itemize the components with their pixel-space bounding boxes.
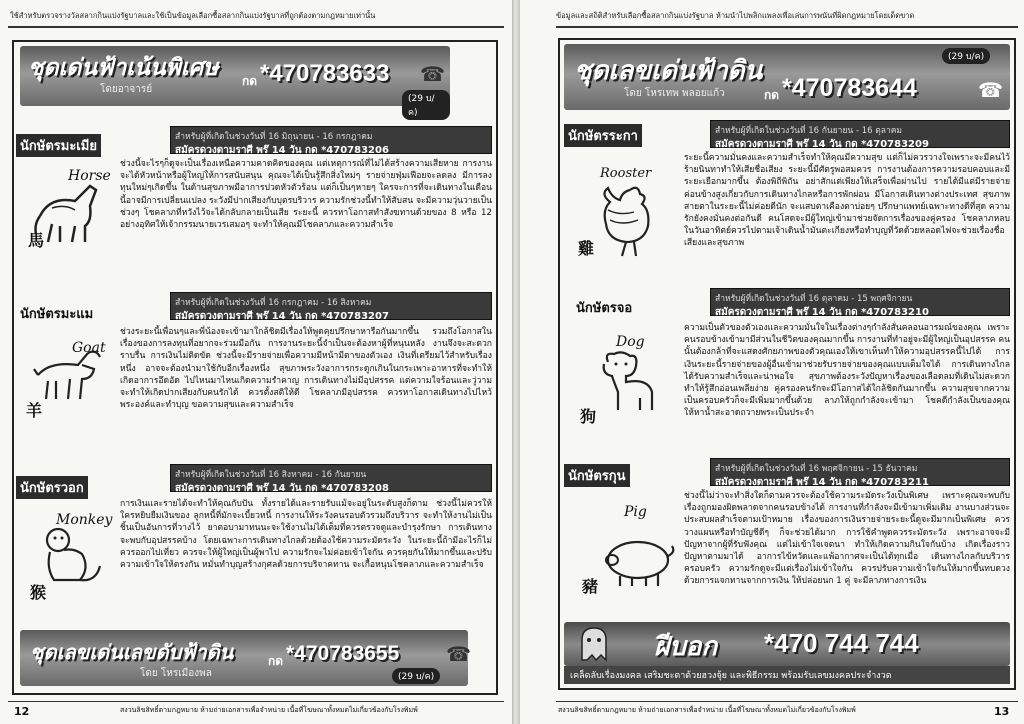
footer-rule xyxy=(556,701,1018,702)
info-subscribe: สมัครดวงตามราศี พร๊ 14 วัน กด *470783211 xyxy=(715,477,929,488)
info-date-range: สำหรับผู้ที่เกิดในช่วงวันที่ 16 ตุลาคม - 15 พฤศจิกายน xyxy=(715,294,913,304)
zodiac-kanji: 雞 xyxy=(578,239,595,258)
banner-gor-label: กด xyxy=(764,88,780,102)
banner-price: (29 บ/ค) xyxy=(402,90,450,120)
page-number: 13 xyxy=(994,705,1010,718)
info-date-range: สำหรับผู้ที่เกิดในช่วงวันที่ 16 กรกฎาคม - 16 สิงหาคม xyxy=(175,298,372,308)
top-banner xyxy=(20,46,450,118)
info-subscribe: สมัครดวงตามราศี พร๊ 14 วัน กด *470783209 xyxy=(715,139,929,150)
section-body-text: ความเป็นตัวของตัวเองและความมั่นใจในเรื่องต่างๆกำลังสั่นคลอนอารมณ์ของคุณ เพราะคนรอบข้างเข้ามามีส่วนในชีวิตของคุณมากขึ้น การงานที่ทำอยู่จะมีผู้ใหญ่เป็นอุปสรรค คนนั้นต้องกล้าที่จะแสดงศักยภาพของตัวคุณเองให้เขาเห็นทำให้ความอุปสรรคนี้ไปได้ การเงินระยะนี้รายจ่ายของผู้อื่นเข้ามาช่วยรับรายจ่ายของคุณแบบเต็มใจได้ การเดินทางไกลได้รับความสำเร็จและน่าพอใจ สุขภาพต้องระวังปัญหาเรื่องของเลือดลมที่เดินไม่สะดวกทำให้รู้สึกอ่อนเพลียง่าย คู่ครองคนรักจะมีโอกาสได้ใกล้ชิดกันมากขึ้น ความสุขจากความเป็นครอบครัวก็จะมีเพิ่มมากขึ้นด้วย ลาภให้ถูกกำลังจะเข้ามา โชคดีกำลังเป็นของคุณให้หาน้ำสะอาดถวายพระเป็นประจำ xyxy=(684,323,1010,419)
bottom-banner xyxy=(564,622,1010,666)
zodiac-kanji: 狗 xyxy=(580,407,597,426)
animal-caption: Horse xyxy=(68,168,111,184)
page-number: 12 xyxy=(14,705,30,718)
header-rule xyxy=(556,26,1018,28)
info-subscribe: สมัครดวงตามราศี พร๊ 14 วัน กด *470783206 xyxy=(175,145,389,156)
phone-icon: ☎ xyxy=(420,62,445,86)
info-subscribe: สมัครดวงตามราศี พร๊ 14 วัน กด *470783210 xyxy=(715,307,929,318)
page-gutter xyxy=(512,0,520,724)
banner-number: *470783655 xyxy=(286,642,400,665)
zodiac-label-horse: นักษัตรมะเมีย xyxy=(16,134,101,157)
header-rule xyxy=(8,26,504,28)
banner-title: ชุดเด่นฟ้าเน้นพิเศษ xyxy=(28,54,219,81)
zodiac-kanji: 豬 xyxy=(582,577,599,596)
bottom-banner-tagline: เคล็ดลับเรื่องมงคล เสริมชะตาด้วยฮวงจุ้ย และพิธีกรรม พร้อมรับเลขมงคลประจำงวด xyxy=(564,666,1010,684)
info-date-range: สำหรับผู้ที่เกิดในช่วงวันที่ 16 กันยายน - 16 ตุลาคม xyxy=(715,126,903,136)
info-box-dog xyxy=(710,288,1010,316)
bottom-banner xyxy=(20,630,468,686)
ghost-icon xyxy=(574,626,614,666)
zodiac-kanji: 馬 xyxy=(28,231,45,250)
info-subscribe: สมัครดวงตามราศี พร๊ 14 วัน กด *470783207 xyxy=(175,311,389,322)
zodiac-label-pig: นักษัตรกุน xyxy=(564,464,630,487)
section-body-text: ช่วงระยะนี้เพื่อนๆและพี่น้องจะเข้ามาใกล้ชิดมีเรื่องให้พูดคุยปรึกษาหารือกันมากขึ้น รวมถึงโอกาสในเรื่องของการลงทุนที่อยากจะร่วมมือกัน การงานระยะนี้จำเป็นจะต้องหาผู้ที่หนุนหลัง งานจึงจะสะดวกราบรื่น การเงินไม่ติดขัด ช่วงนี้จะมีรายจ่ายเพื่อความมีหน้ามีตาของตัวเอง เงินที่เตรียมไว้สำหรับเรื่องหนึ่ง อาจจะต้องนำมาใช้กับอีกเรื่องหนึ่ง สุขภาพระวังอาการกระดูกเกินในกระเพาะอาหารที่จะทำให้เกิดอาการอึดอัด ไปไหนมาไหนเกิดความรำคาญ การเดินทางไม่มีอุปสรรค แต่ความใจร้อนและวู่วามจะทำให้เกิดปากเสียงกับคนรักได้ ควรตั้งสติให้ดี โชคลาภมีอุปสรรค ควรหาโอกาสเดินทางไปไหว้พระองค์และทำบุญ ขอความสุขและความสำเร็จ xyxy=(120,327,492,411)
banner-number: *470783644 xyxy=(782,74,917,102)
info-box-monkey xyxy=(170,464,492,492)
zodiac-kanji: 羊 xyxy=(26,401,43,420)
info-box-rooster xyxy=(710,120,1010,148)
section-body-text: การเงินและรายได้จะทำให้คุณกับปัน ทั้งรายได้และรายรับแม้จะอยู่ในระดับสูงก็ตาม ช่วงนี้ไม่ควรให้ใครหยิบยืมเงินของ ลูกหนี้ที่มักจะเบี้ยวหนี้ การงานให้ระวังคนรอบตัวรวมถึงบริวาร จะทำให้งานไม่เป็นชิ้นเป็นอันการที่วางไว้ ยาตอบามาทนนะจะใช้งานไม่ได้เต็มที่ควรตรวจดูและบำรุงรักษา การเดินทางจะพบกับอุปสรรคบ้าง โดยเฉพาะการเดินทางไกลด้วยต้องใช้ความระมัดระวัง ในระยะนี้ถ้ามีอะไรก็ไม่ควรออกไปเที่ยว ควรจะให้ผู้ใหญ่เป็นผู้พาไป ความรักจะไม่ค่อยเข้าใจกัน ควรคุยกันให้มากขึ้นและปรับความเข้าใจให้ตรงกัน หมั่นทำบุญสร้างกุศลด้วยการบริจาคทาน จะเกื้อหนุนโชคลาภและความสำเร็จ xyxy=(120,499,492,571)
phone-icon: ☎ xyxy=(446,642,471,666)
banner-title: ชุดเลขเด่นเลขดับฟ้าดิน xyxy=(30,640,234,664)
banner-price: (29 บ/ค) xyxy=(942,48,990,64)
banner-title: ฝีบอก xyxy=(654,632,718,662)
info-box-horse xyxy=(170,126,492,154)
info-date-range: สำหรับผู้ที่เกิดในช่วงวันที่ 16 สิงหาคม - 16 กันยายน xyxy=(175,470,367,480)
banner-number: *470 744 744 xyxy=(764,628,919,658)
banner-gor-label: กด xyxy=(268,654,284,668)
zodiac-kanji: 猴 xyxy=(30,583,47,602)
header-note: ข้อมูลและสถิติสำหรับเลือกซื้อสลากกินแบ่งรัฐบาล ห้ามนำไปพลิกแพลงเพื่อเล่นการพนันที่ผิดกฎหมายโดยเด็ดขาด xyxy=(556,11,915,20)
banner-title: ชุดเลขเด่นฟ้าดิน xyxy=(574,56,763,86)
info-subscribe: สมัครดวงตามราศี พร๊ 14 วัน กด *470783208 xyxy=(175,483,389,494)
dog-icon xyxy=(590,348,670,422)
info-box-goat xyxy=(170,292,492,320)
animal-caption: Goat xyxy=(72,340,106,356)
animal-caption: Monkey xyxy=(56,512,113,528)
animal-caption: Rooster xyxy=(600,166,652,181)
banner-gor-label: กด xyxy=(242,74,258,88)
section-body-text: ช่วงนี้ไม่ว่าจะทำสิ่งใดก็ตามควรจะต้องใช้ความระมัดระวังเป็นพิเศษ เพราะคุณจะพบกับเรื่องถูกมองผิดพลาดจากคนรอบข้างได้ การงานที่กำลังจะมีเข้ามาเพิ่มเติม งานบางส่วนจะประสบผลสำเร็จตามเป้าหมาย เรื่องของการเงินรายจ่ายระยะนี้ดูจะมีมากเป็นพิเศษ ควรวางแผนหรือทำบัญชีดีๆ ก็จะช่วยได้มาก การใช้คำพูดควรระมัดระวัง เพราะอาจจะมีปัญหาจากผู้ที่รับฟังคุณ แต่ไม่เข้าใจเจตนา ทำให้เกิดความกินใจกันบ้าง เกิดเรื่องราวปัญหาตามมาได้ อาการไข้หวัดและแพ้อากาศจะเป็นได้ทุกเมื่อ เดินทางไกลกับบริวารครอบครัว ความรักดูจะมีแต่เรื่องไม่เข้าใจกัน ควรปรับความเข้าใจกันให้มากขึ้นทบดวงด้วยการแจกทานจากการเงิน ให้ปล่อยนก 1 คู่ จะมีลาภทางการเงิน xyxy=(684,491,1010,587)
animal-caption: Dog xyxy=(616,334,645,350)
zodiac-label-dog: นักษัตรจอ xyxy=(576,301,633,316)
footer-text: สงวนลิขสิทธิ์ตามกฎหมาย ห้ามถ่ายเอกสารเพื่อจำหน่าย เนื้อที่โฆษณาทั้งหมดไม่เกี่ยวข้องกับโรงพิมพ์ xyxy=(120,706,418,714)
top-banner xyxy=(564,44,1010,110)
banner-subtitle: โดยอาจารย์ xyxy=(100,84,153,95)
zodiac-label-rooster: นักษัตรระกา xyxy=(564,124,642,147)
pig-icon xyxy=(598,530,678,594)
zodiac-label-monkey: นักษัตรวอก xyxy=(16,476,88,499)
rooster-icon xyxy=(590,180,670,264)
header-note: ใช้สำหรับตรวจรางวัลสลากกินแบ่งรัฐบาลและใช้เป็นข้อมูลเลือกซื้อสลากกินแบ่งรัฐบาลที่ถูกต้องตามกฎหมายเท่านั้น xyxy=(10,11,376,20)
banner-price: (29 บ/ค) xyxy=(392,668,440,684)
banner-number: *470783633 xyxy=(260,60,390,87)
banner-subtitle: โดย โหรเทพ พลอยแก้ว xyxy=(624,88,725,99)
animal-caption: Pig xyxy=(624,504,647,520)
footer-rule xyxy=(8,701,504,702)
phone-icon: ☎ xyxy=(978,78,1003,102)
info-date-range: สำหรับผู้ที่เกิดในช่วงวันที่ 16 พฤศจิกายน - 15 ธันวาคม xyxy=(715,464,918,474)
banner-subtitle: โดย โหรเมืองพล xyxy=(140,668,212,679)
right-page xyxy=(520,0,1024,724)
footer-text: สงวนลิขสิทธิ์ตามกฎหมาย ห้ามถ่ายเอกสารเพื่อจำหน่าย เนื้อที่โฆษณาทั้งหมดไม่เกี่ยวข้องกับโรงพิมพ์ xyxy=(558,706,856,714)
zodiac-label-goat: นักษัตรมะแม xyxy=(20,307,94,322)
info-box-pig xyxy=(710,458,1010,486)
section-body-text: ระยะนี้ความมั่นคงและความสำเร็จทำให้คุณมีความสุข แต่ก็ไม่ควรวางใจเพราะจะมีคนไว้ร้ายนินทาทำให้เสียชื่อเสียง ระยะนี้มีศัตรูพอสมควร การงานต้องการความรอบคอบและมีระยะเยือกมากขึ้น ต้องพิถีพิถัน อย่าสักแต่เพียงให้เสร็จเพื่อผ่านไป รายได้มีแต่มีรายจ่ายค่อนข้างสูงเกี่ยวกับการเดินทางไกลหรือการพักผ่อน มีโอกาสเดินทางต่างประเทศ สุขภาพสายตาในระยะนี้ไม่ค่อยดีนัก จะแสบตาเคืองตาบ่อยๆ ปรึกษาแพทย์เฉพาะทางดีที่สุด ความรักยังคงมั่นคงต่อกันดี คนโสดจะมีผู้ใหญ่เข้ามาช่วยจัดการเรื่องของคู่ครอง โชคลาภหลบ ในวันอาทิตย์ควรไปตามเจ้าเดินน้ำมันตะเกียงหรือทำบุญที่วัดด้วยหลอดไฟจะช่วยเรื่องชื่อเสียงและสุขภาพ xyxy=(684,153,1010,249)
section-body-text: ช่วงนี้จะไรๆก็ดูจะเป็นเรื่องเหนือความคาดคิดของคุณ แต่เหตุการณ์ที่ไม่ได้สร้างความเสียหาย การงานจะได้หัวหน้าหรือผู้ใหญ่ให้การสนับสนุน คุณจะได้เป็นรู้สึกสิ่งใหม่ๆ รายจ่ายฟุ่มเฟือยจะลดลง มีการลงทุนใหม่ๆเกิดขึ้น ในด้านสุขภาพมีอาการปวดหัวตัวร้อน แต่ก็เป็นๆหายๆ ใครจะการที่จะเดินทางในเดือนนี้อาจมีการเปลี่ยนแปลง ระวังมีปากเสียงกับบุตรบริวาร ความรักช่วงนี้ทำให้สับสน จะมีความวุ่นวายเป็นช่วงๆ โชคลาภที่หวังไว้จะได้กลับกลายเป็นเสีย ระยะนี้ ควรหาโอกาสทำสังฆทานด้วยของ 8 หรือ 12 อย่างอุทิศให้เจ้ากรรมนายเวรเสมอๆ จะทำให้คุณมีโชคลาภและความสำเร็จ xyxy=(120,159,492,231)
info-date-range: สำหรับผู้ที่เกิดในช่วงวันที่ 16 มิถุนายน - 16 กรกฎาคม xyxy=(175,132,373,142)
